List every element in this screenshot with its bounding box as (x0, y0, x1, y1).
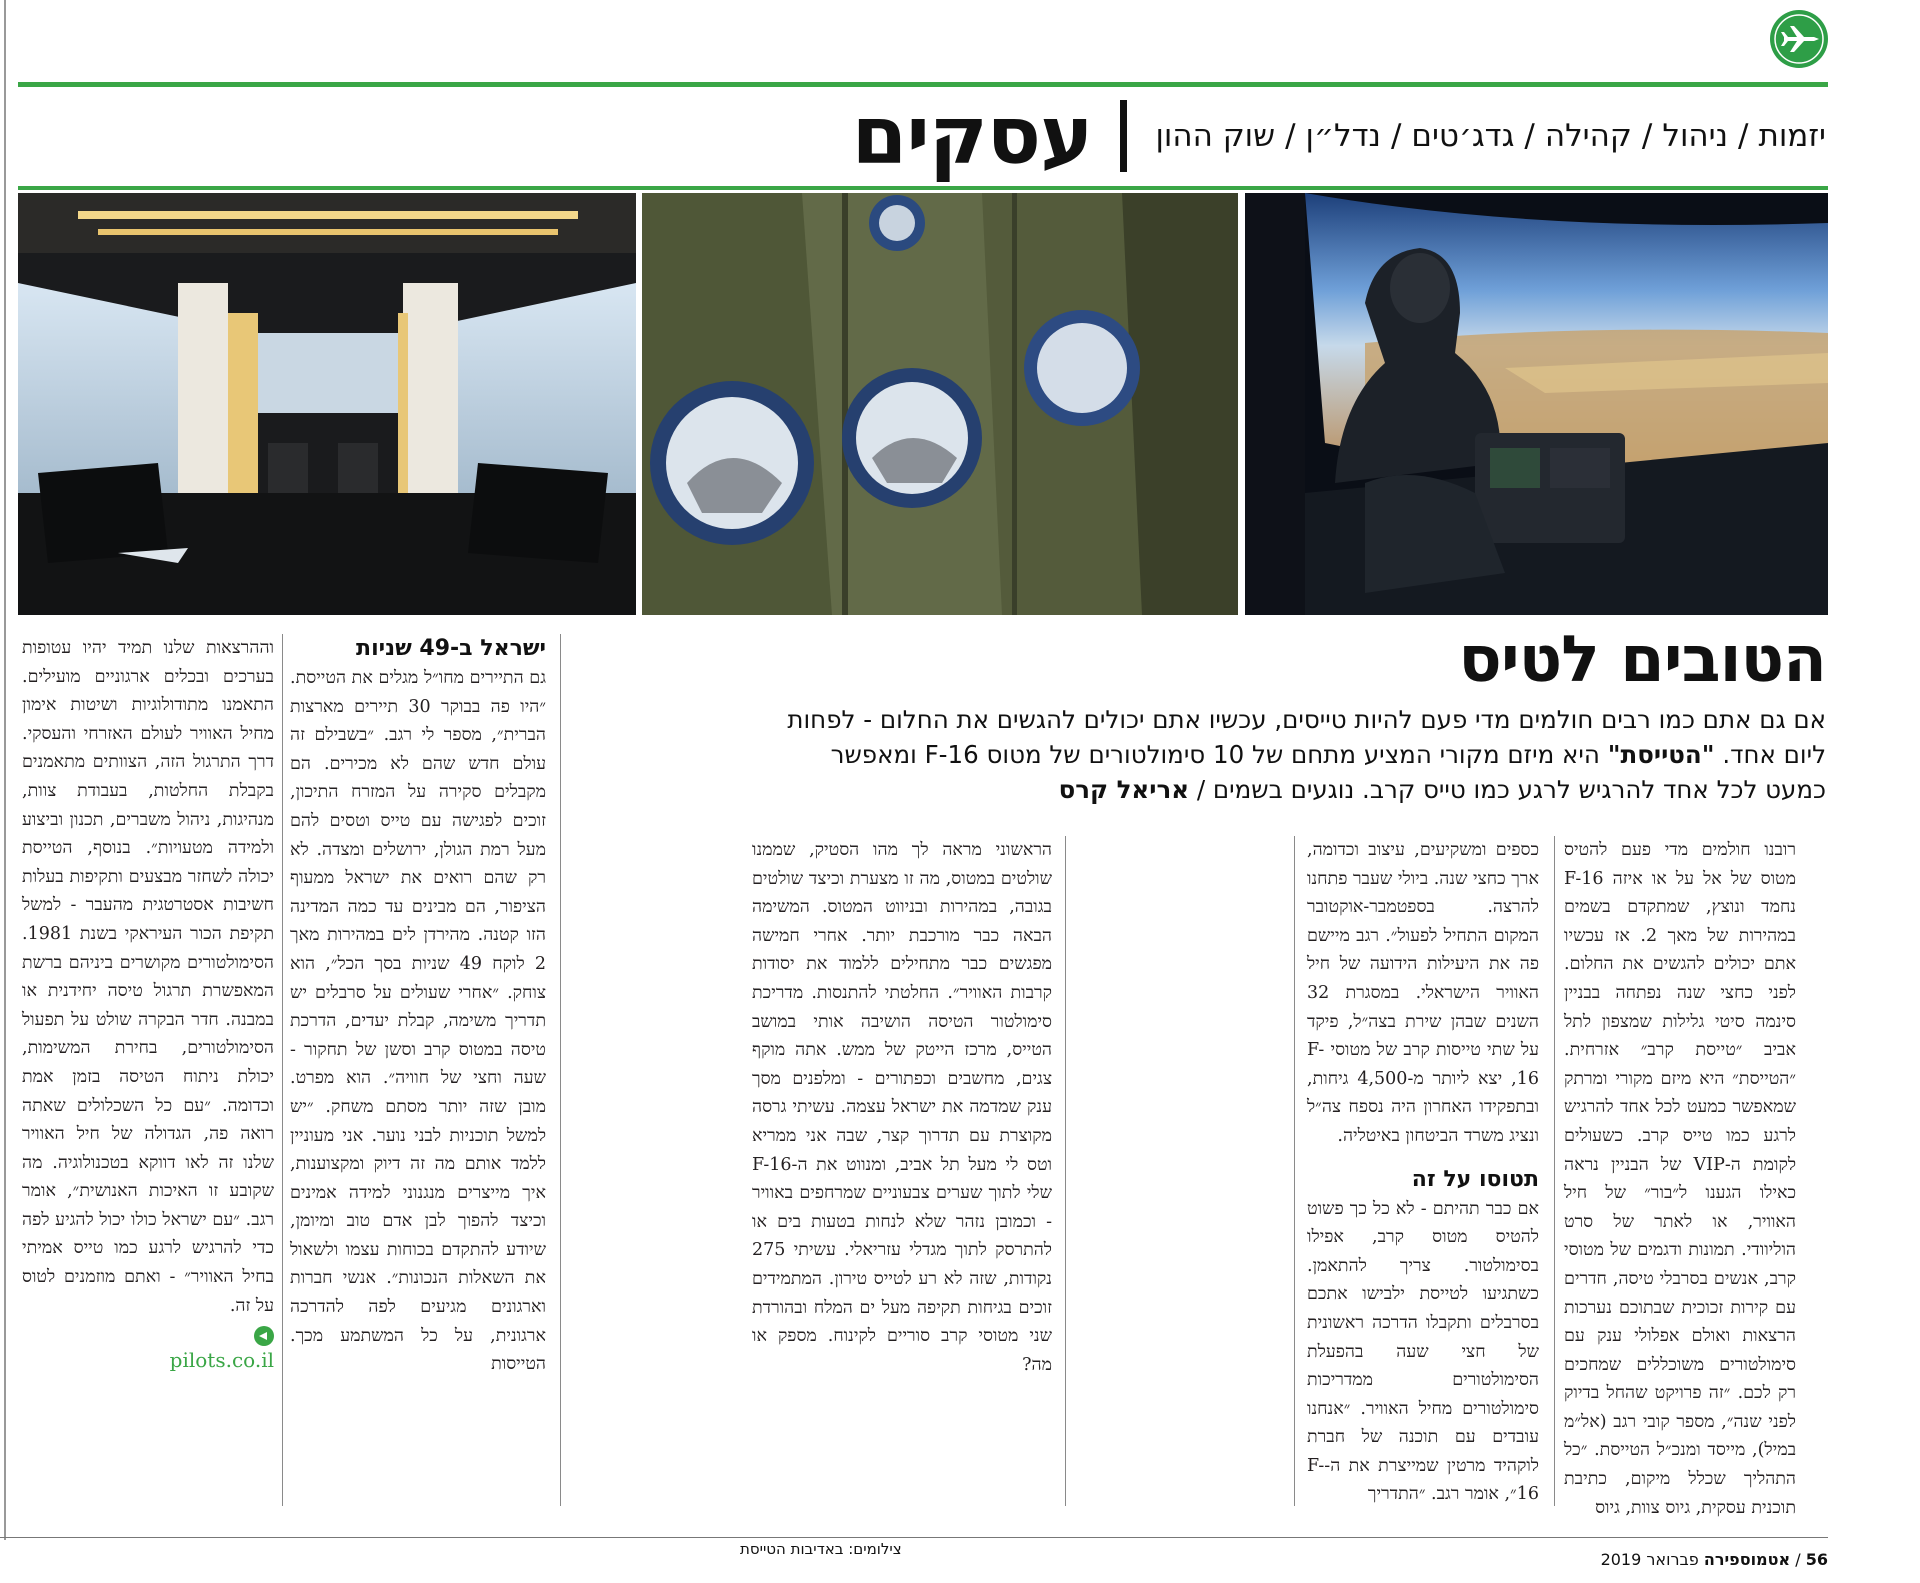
category-separator: / (1738, 118, 1749, 154)
category-separator: / (1285, 118, 1296, 154)
article-headline: הטובים לטיס (1458, 623, 1826, 697)
lede-text-2: היא מיזם מקורי המציע מתחם של 10 סימולטורים של מטוס F-16 ומאפשר כמעט לכל אחד להרגיש לרגע כמו טייס קרב. נוגעים בשמים / (830, 740, 1826, 804)
column-1-text: רובנו חולמים מדי פעם להטיס מטוס של אל על או איזה F-16 נחמד ונוצץ, שמתקדם בשמים במהירות של מאך 2. אז עכשיו אתם יכולים להגשים את החלום. לפני כחצי שנה נפתחה בבניין סינמה סיטי גלילות שמצפון לתל אביב ״טייסת קרב״ אזרחית. ״הטייסת״ היא מיזם מקורי ומרתק שמאפשר כמעט לכל אחד להרגיש לרגע כמו טייס קרב. כשעולים לקומת ה-VIP של הבניין נראה כאילו הגענו ל״בור״ של חיל האוויר, או לאתר של סרט הוליוודי. תמונות ודגמים של מטוסי קרב, אנשים בסרבלי טיסה, חדרים עם קירות זכוכית שבתוכם נערכות הרצאות ואולם אפלולי ענק עם סימולטורים משוכללים שמחכים רק לכם. ״זה פרויקט שהחל בדיוק לפני שנה״, מספר קובי רגב (אל״מ במיל), מייסד ומנכ״ל הטייסת. ״כל התהליך שכלל מיקום, כתיבת תוכנית עסקית, גיוס צוות, גיוס (1564, 840, 1796, 1518)
magazine-issue: פברואר 2019 (1600, 1550, 1699, 1569)
category-entrepreneurship: יזמות (1758, 118, 1826, 154)
photo-cockpit-simulator (1245, 193, 1828, 615)
arrow-left-icon (254, 1326, 274, 1346)
subheading-fly-on-this: תטוסו על זה (1411, 1166, 1539, 1192)
page-number: 56 (1805, 1550, 1828, 1569)
category-separator: / (1641, 118, 1653, 154)
article-url-link[interactable]: pilots.co.il (169, 1348, 274, 1373)
section-categories (1155, 118, 1826, 154)
column-rule (560, 634, 561, 1506)
column-5-text: וההרצאות שלנו תמיד יהיו עטופות בערכים ובכלים ארגוניים מועילים. התאמנו מתודולוגיות ושיטות אימון מחיל האוויר לעולם האזרחי והעסקי. דרך התרגול הזה, הצוותים מתאמנים בקבלת החלטות, בעבודת צוות, מנהיגות, ניהול משברים, תכנון וביצוע ולמידה מטעויות״. בנוסף, הטייסת יכולה לשחזר מבצעים ותקיפות בעלות חשיבות אסטרטגית מהעבר - למשל תקיפת הכור העיראקי בשנת 1981. הסימולטורים מקושרים ביניהם ברשת המאפשרת תרגול טיסה יחידנית או במבנה. חדר הבקרה שולט על תפעול הסימולטורים, בחירת המשימות, יכולת ניתוח הטיסה בזמן אמת וכדומה. ״עם כל השכלולים שאתה רואה פה, הגדולה של חיל האוויר שלנו זה לאו דווקא בטכנולוגיה. מה שקובע זו האיכות האנושית״, אומר רגב. ״עם ישראל כולו יכול להגיע לפה כדי להרגיש לרגע כמו טייס אמיתי בחיל האוויר״ - ואתם מוזמנים לטוס על זה. (22, 638, 274, 1316)
category-community: קהילה (1544, 118, 1632, 154)
section-title: עסקים (851, 89, 1093, 182)
article-column-5 (22, 634, 274, 1377)
section-header (851, 89, 1826, 182)
photo-simulator-hall (18, 193, 636, 615)
article-url-line (22, 1326, 274, 1346)
footer-rule (0, 1537, 1828, 1538)
magazine-name: אטמוספירה (1703, 1550, 1791, 1569)
article-column-2 (1307, 836, 1539, 1509)
article-author: אריאל קרס (1058, 775, 1190, 804)
header-rule-bottom (18, 186, 1828, 190)
column-rule (282, 634, 283, 1506)
category-gadgets: גדג׳טים (1411, 118, 1515, 154)
footer-separator: / (1795, 1550, 1801, 1569)
article-lede (766, 702, 1826, 807)
photo-squadron-patches (642, 193, 1238, 615)
column-2-text-b: אם כבר תהיתם - לא כל כך פשוט להטיס מטוס קרב, אפילו בסימולטור. צריך להתאמן. כשתגיעו לטייסת ילבישו אתכם בסרבלים ותקבלו הדרכה ראשונית של חצי שעה בהפעלת הסימולטורים ממדריכות סימולטורים מחיל האוויר. ״אנחנו עובדים עם תוכנה של חברת לוקהיד מרטין שמייצרת את ה-F-16״, אומר רגב. ״התדריך (1307, 1198, 1539, 1505)
column-3-text: הראשוני מראה לך מהו הסטיק, שממנו שולטים במטוס, מה זו מצערת וכיצד שולטים בגובה, במהירות ובניווט המטוס. המשימה הבאה כבר מורכבת יותר. אחרי חמישה מפגשים כבר מתחילים ללמוד את יסודות קרבות האוויר״. החלטתי להתנסות. מדריכת סימולטור הטיסה הושיבה אותי במושב הטייס, מרכז הייטק של ממש. אתה מוקף צגים, מחשבים וכפתורים - ומלפנים מסך ענק שמדמה את ישראל עצמה. עשיתי גרסה מקוצרת עם תדרוך קצר, שבה אני ממריא וטס לי מעל תל אביב, ומנווט את ה-F-16 שלי לתוך שערים צבעוניים שמרחפים באוויר - וכמובן נזהר שלא לנחות בטעות בים או להתרסק לתוך מגדלי עזריאלי. עשיתי 275 נקודות, שזה לא רע לטייס טירון. המתמידים זוכים בגיחות תקיפה מעל ים המלח ובהורדת שני מטוסי קרב סוריים לקינוח. מספק או מה? (752, 840, 1052, 1375)
category-capital-market: שוק ההון (1155, 118, 1276, 154)
airplane-icon (1770, 10, 1828, 68)
category-separator: / (1390, 118, 1402, 154)
column-rule (1554, 836, 1555, 1506)
header-rule-top (18, 82, 1828, 87)
url-wrap (22, 1346, 274, 1377)
article-column-4 (290, 634, 546, 1379)
photo-credit: צילומים: באדיבות הטייסת (740, 1540, 902, 1558)
article-column-1 (1564, 836, 1796, 1522)
column-rule (1065, 836, 1066, 1506)
category-separator: / (1524, 118, 1535, 154)
lede-text-1: אם גם אתם כמו רבים חולמים מדי פעם להיות טייסים, עכשיו אתם יכולים להגשים את החלום - לפחות ליום אחד. (787, 705, 1826, 769)
page-footer (1601, 1550, 1828, 1569)
category-real-estate: נדל״ן (1305, 118, 1381, 154)
article-column-3 (752, 836, 1052, 1379)
section-divider (1120, 100, 1127, 172)
column-rule (1294, 836, 1295, 1506)
column-2-text-a: כספים ומשקיעים, עיצוב וכדומה, ארך כחצי שנה. ביולי שעבר פתחנו להרצה. בספטמבר-אוקטובר המקום התחיל לפעול״. רגב מיישם פה את היעילות הידועה של חיל האוויר הישראלי. במסגרת 32 השנים שבהן שירת בצה״ל, פיקד על שתי טייסות קרב של מטוסי F-16, יצא ליותר מ-4,500 גיחות, ובתפקידו האחרון היה נספח צה״ל ונציג משרד הביטחון באיטליה. (1307, 840, 1539, 1146)
subheading-israel-49-seconds: ישראל ב-49 שניות (356, 636, 546, 661)
category-management: ניהול (1662, 118, 1728, 154)
column-4-text: גם התיירים מחו״ל מגלים את הטייסת. ״היו פה בבוקר 30 תיירים מארצות הברית״, מספר לי רגב. ״בשבילם זה עולם חדש שהם לא מכירים. הם מקבלים סקירה על המזרח התיכון, זוכים לפגישה עם טייס וטסים להם מעל רמת הגולן, ירושלים ומצדה. לא רק שהם רואים את ישראל ממעוף הציפור, הם מבינים עד כמה המדינה הזו קטנה. מהירדן לים במהירות מאך 2 לוקח 49 שניות בסך הכל״, הוא צוחק. ״אחרי שעולים על סרבלים יש תדריך משימה, קבלת יעדים, הדרכת טיסה במטוס קרב וסשן של תחקור - שעה וחצי של חוויה״. הוא מפרט. מובן שזה יותר מסתם משחק. ״יש למשל תוכניות לבני נוער. אני מעוניין ללמד אותם מה זה דיוק ומקצוענות, איך מייצרים מנגנוני למידה אמינים וכיצד להפוך לבן אדם טוב ומיומן, שיודע להתקדם בכוחות עצמו ולשאול את השאלות הנכונות״. אנשי חברות וארגונים מגיעים לפה להדרכה ארגונית, על כל המשתמע מכך. הטייסות (290, 668, 546, 1375)
lede-bold-name: "הטייסת" (1607, 740, 1715, 769)
page-edge-rule (4, 0, 6, 1540)
